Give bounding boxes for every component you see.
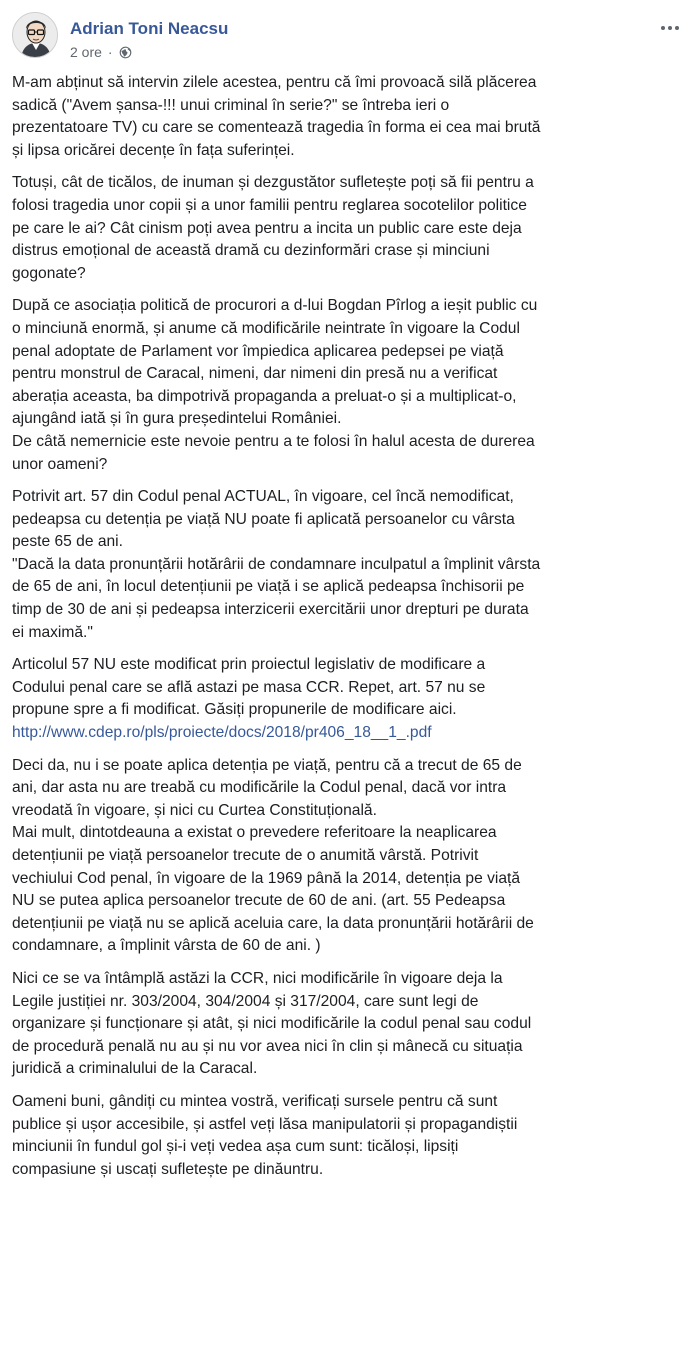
paragraph-line: Totuși, cât de ticălos, de inuman și dezgustător sufletește poți să fii pentru a (12, 174, 534, 192)
post-paragraph (12, 968, 688, 1081)
paragraph-line: Oameni buni, gândiți cu mintea vostră, verificați sursele pentru că sunt (12, 1092, 498, 1110)
pdf-link[interactable]: http://www.cdep.ro/pls/proiecte/docs/2018/pr406_18__1_.pdf (12, 724, 432, 742)
paragraph-line: timp de 30 de ani și pedeapsa interzicerii exercitării unor drepturi pe durata (12, 601, 529, 619)
paragraph-line: compasiune și uscați sufletește pe dinăuntru. (12, 1160, 324, 1178)
paragraph-line: unor oameni? (12, 455, 108, 473)
paragraph-line: Legile justiției nr. 303/2004, 304/2004 și 317/2004, care sunt legi de (12, 992, 479, 1010)
paragraph-line: Articolul 57 NU este modificat prin proiectul legislativ de modificare a (12, 656, 486, 674)
paragraph-line: juridică a criminalului de la Caracal. (12, 1060, 258, 1078)
paragraph-line: vreodată în vigoare, și nici cu Curtea Constituțională. (12, 801, 377, 819)
post-meta (70, 44, 132, 60)
paragraph-line: condamnare, a împlinit vârsta de 60 de ani. ) (12, 937, 321, 955)
post-timestamp[interactable]: 2 ore (70, 44, 102, 60)
paragraph-line: pedeapsa cu detenția pe viață NU poate fi aplicată persoanelor cu vârsta (12, 510, 515, 528)
paragraph-line: De câtă nemernicie este nevoie pentru a te folosi în halul acesta de durerea (12, 432, 535, 450)
paragraph-line: penal adoptate de Parlament vor împiedica aplicarea pedepsei pe viață (12, 342, 504, 360)
post-paragraph (12, 72, 688, 162)
more-options-icon[interactable] (656, 18, 684, 38)
post-author[interactable]: Adrian Toni Neacsu (70, 19, 229, 38)
paragraph-line: distrus emoțional de această dramă cu dezinformări crase și minciuni (12, 242, 490, 260)
post-paragraph (12, 1091, 688, 1181)
paragraph-line: minciunii în fundul gol și-i veți vedea așa cum sunt: ticăloși, lipsiți (12, 1138, 459, 1156)
paragraph-line: ani, dar asta nu are treabă cu modificările la Codul penal, dacă vor intra (12, 779, 507, 797)
paragraph-line: ajungând iată și în gura președintelui României. (12, 410, 342, 428)
paragraph-line: "Dacă la data pronunțării hotărârii de condamnare inculpatul a împlinit vârsta (12, 555, 541, 573)
paragraph-line: de 65 de ani, în locul detențiunii pe viață i se aplică pedeapsa închisorii pe (12, 578, 525, 596)
paragraph-line: NU se putea aplica persoanelor trecute de 60 de ani. (art. 55 Pedeapsa (12, 892, 506, 910)
paragraph-line: de procedură penală nu au și nu vor avea nici în clin și mânecă cu situația (12, 1037, 523, 1055)
paragraph-line: vechiului Cod penal, în vigoare de la 1969 până la 2014, detenția pe viață (12, 869, 521, 887)
paragraph-line: Nici ce se va întâmplă astăzi la CCR, nici modificările în vigoare deja la (12, 969, 503, 987)
paragraph-line: După ce asociația politică de procurori a d-lui Bogdan Pîrlog a ieșit public cu (12, 297, 538, 315)
avatar-illustration-icon (13, 13, 58, 58)
paragraph-line: detențiunii pe viață nu se aplică aceluia care, la data pronunțării hotărârii de (12, 914, 534, 932)
paragraph-line: pentru monstrul de Caracal, nimeni, dar nimeni din presă nu a verificat (12, 365, 498, 383)
paragraph-line: peste 65 de ani. (12, 533, 123, 551)
paragraph-line: folosi tragedia unor copii și a unor familii pentru reglarea socotelilor politice (12, 196, 527, 214)
post-paragraph (12, 486, 688, 644)
paragraph-line: M-am abținut să intervin zilele acestea, pentru că îmi provoacă silă plăcerea (12, 74, 537, 91)
paragraph-line: gogonate? (12, 264, 86, 282)
post-paragraph (12, 172, 688, 285)
paragraph-line: prezentatoare TV) cu care se comentează tragedia în forma ei cea mai brută (12, 119, 541, 137)
paragraph-line: Deci da, nu i se poate aplica detenția pe viață, pentru că a trecut de 65 de (12, 756, 522, 774)
avatar[interactable] (12, 12, 58, 58)
post-body (12, 72, 688, 1191)
post-paragraph (12, 755, 688, 958)
paragraph-line: ei maximă." (12, 623, 93, 641)
post-paragraph (12, 654, 688, 744)
paragraph-line: Potrivit art. 57 din Codul penal ACTUAL, în vigoare, cel încă nemodificat, (12, 488, 514, 506)
paragraph-line: detențiunii pe viață persoanelor trecute de o anumită vârstă. Potrivit (12, 847, 479, 864)
paragraph-line: Codului penal care se află astazi pe masa CCR. Repet, art. 57 nu se (12, 678, 486, 696)
paragraph-line: pe care le ai? Cât cinism poți avea pentru a incita un public care este deja (12, 219, 522, 237)
paragraph-line: propune spre a fi modificat. Găsiți propunerile de modificare aici. (12, 701, 457, 719)
paragraph-line: organizare și funcționare și atât, și nici modificările la codul penal sau codul (12, 1015, 532, 1033)
paragraph-line: publice și ușor accesibile, și astfel veți lăsa manipulatorii și propagandiștii (12, 1115, 518, 1133)
paragraph-line: sadică ("Avem șansa-!!! unui criminal în serie?" se întreba ieri o (12, 96, 450, 114)
meta-separator: · (107, 44, 113, 60)
post-header (12, 10, 688, 60)
post-paragraph (12, 295, 688, 476)
paragraph-line: o minciună enormă, și anume că modificările neintrate în vigoare la Codul (12, 319, 520, 337)
paragraph-line: Mai mult, dintotdeauna a existat o prevedere referitoare la neaplicarea (12, 824, 497, 842)
globe-icon[interactable] (119, 46, 132, 59)
paragraph-line: aberația aceasta, ba dimpotrivă propaganda a preluat-o și a multiplicat-o, (12, 387, 517, 405)
paragraph-line: și lipsa oricărei decențe în fața suferinței. (12, 141, 295, 159)
